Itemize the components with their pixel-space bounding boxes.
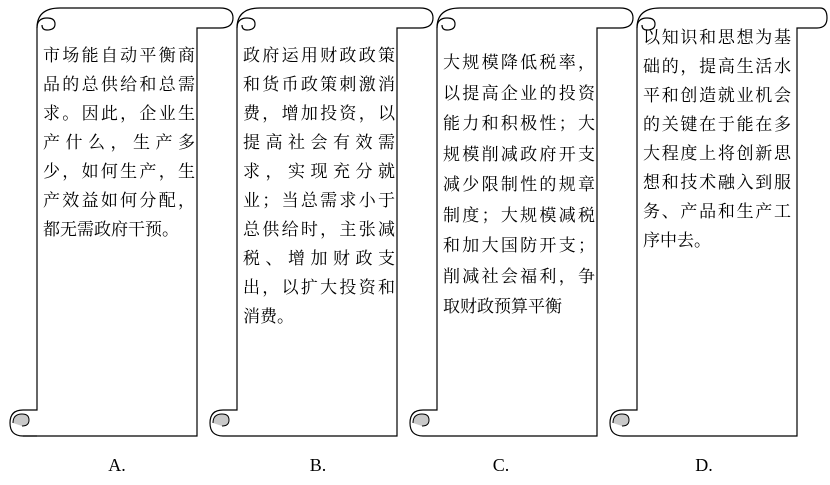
option-a-label: A. (108, 455, 126, 475)
option-b-label: B. (309, 455, 327, 475)
scroll-card-b (205, 0, 435, 450)
scroll-card-c (405, 0, 635, 450)
option-d-text: 以知识和思想为基础的，提高生活水平和创造就业机会的关键在于能在多大程度上将创新思想和技术融入到服务、产品和生产工序中去。 (643, 28, 791, 251)
option-b-text: 政府运用财政政策和货币政策刺激消费，增加投资，以提高社会有效需求，实现充分就业；当总需求小于总供给时，主张减税、增加财政支出，以扩大投资和消费。 (243, 46, 395, 327)
option-a-text: 市场能自动平衡商品的总供给和总需求。因此，企业生产什么，生产多少，如何生产，生产效益如何分配，都无需政府干预。 (43, 46, 195, 240)
option-c-label: C. (492, 455, 510, 475)
scroll-card-d (605, 0, 830, 450)
option-d-label: D. (695, 455, 713, 475)
option-c-text: 大规模降低税率，以提高企业的投资能力和积极性；大规模削减政府开支减少限制性的规章制度；大规模减税和加大国防开支；削减社会福利，争取财政预算平衡 (443, 53, 595, 317)
scroll-card-a (5, 0, 235, 450)
